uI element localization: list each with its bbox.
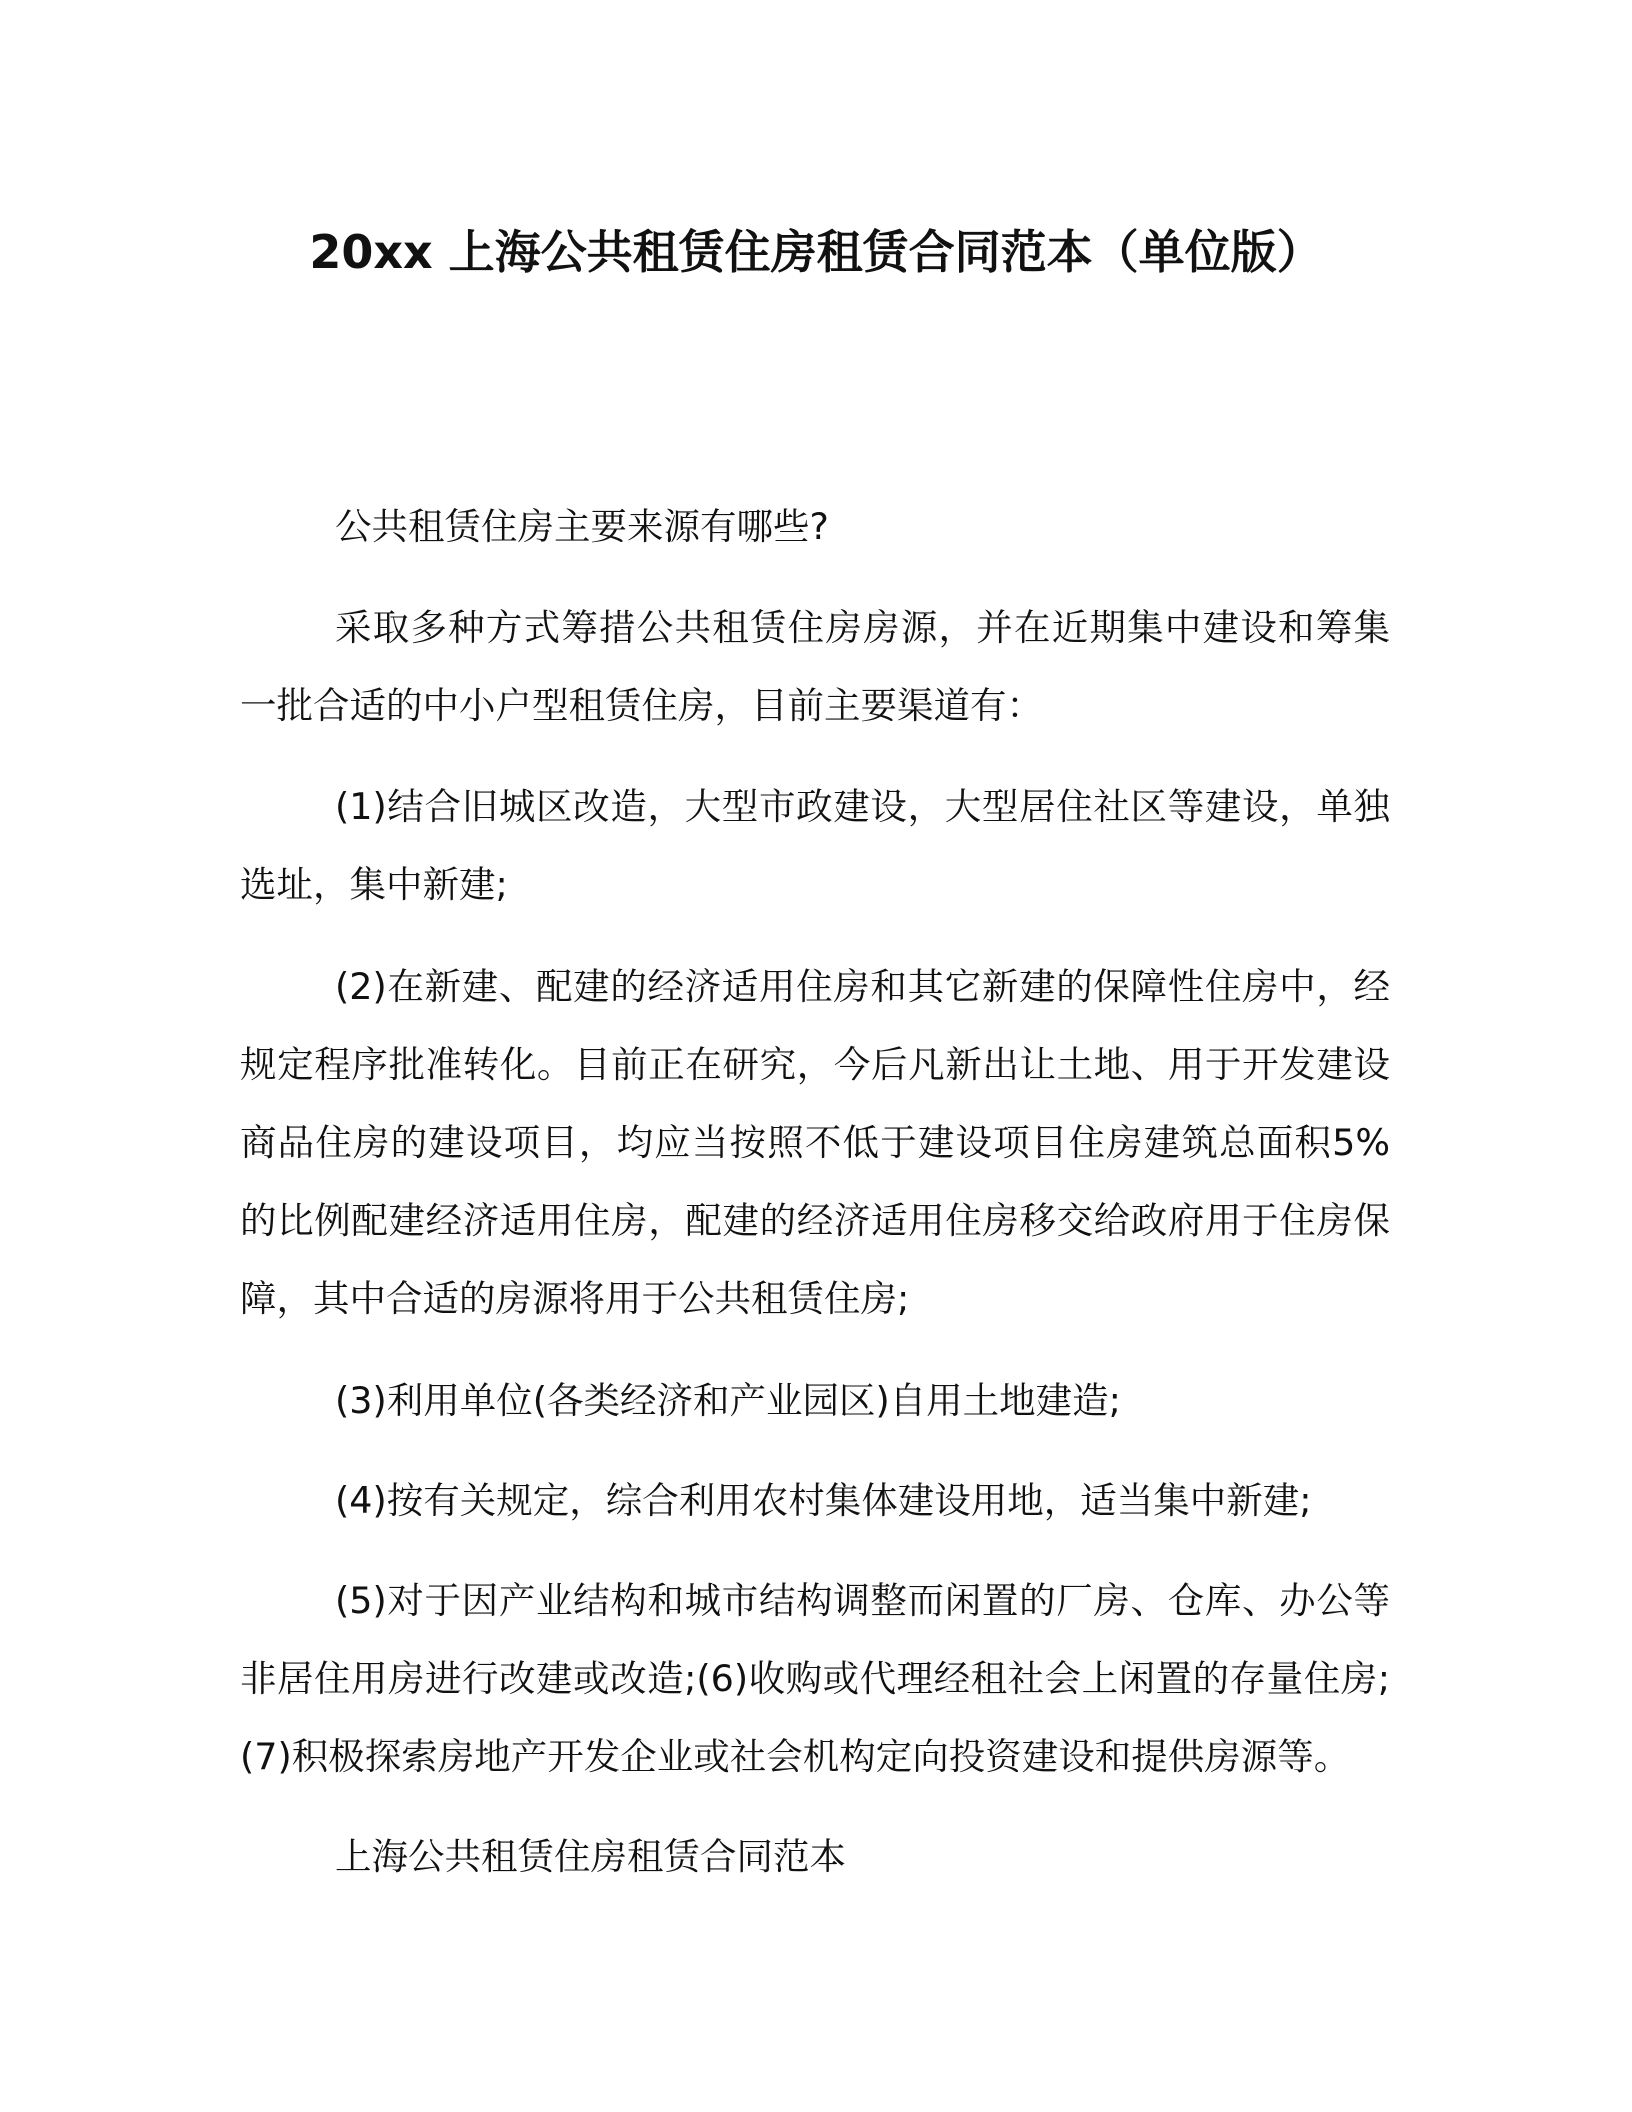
item-4-paragraph-block <box>240 1462 1390 1540</box>
closing-heading: 上海公共租赁住房租赁合同范本 <box>335 1835 846 1878</box>
item-2-paragraph: (2)在新建、配建的经济适用住房和其它新建的保障性住房中，经规定程序批准转化。目前正在研究，今后凡新出让土地、用于开发建设商品住房的建设项目，均应当按照不低于建设项目住房建筑总面积5%的比例配建经济适用住房，配建的经济适用住房移交给政府用于住房保障，其中合适的房源将用于公共租赁住房; <box>240 965 1390 1320</box>
question-paragraph-block <box>240 488 1390 566</box>
item-1-paragraph-block <box>240 768 1390 924</box>
document-title: 20xx 上海公共租赁住房租赁合同范本（单位版） <box>309 225 1323 279</box>
item-2-paragraph-block <box>240 948 1390 1338</box>
item-3-paragraph-block <box>240 1362 1390 1440</box>
item-4-paragraph: (4)按有关规定，综合利用农村集体建设用地，适当集中新建; <box>335 1479 1312 1522</box>
closing-heading-block <box>240 1818 1390 1896</box>
question-paragraph: 公共租赁住房主要来源有哪些? <box>335 505 829 548</box>
intro-paragraph: 采取多种方式筹措公共租赁住房房源，并在近期集中建设和筹集一批合适的中小户型租赁住房，目前主要渠道有： <box>240 606 1390 727</box>
item-5-7-paragraph: (5)对于因产业结构和城市结构调整而闲置的厂房、仓库、办公等非居住用房进行改建或改造;(6)收购或代理经租社会上闲置的存量住房;(7)积极探索房地产开发企业或社会机构定向投资建设和提供房源等。 <box>240 1579 1390 1778</box>
intro-paragraph-block <box>240 589 1390 745</box>
item-5-7-paragraph-block <box>240 1562 1390 1796</box>
item-1-paragraph: (1)结合旧城区改造，大型市政建设，大型居住社区等建设，单独选址，集中新建; <box>240 785 1390 906</box>
item-3-paragraph: (3)利用单位(各类经济和产业园区)自用土地建造; <box>335 1379 1121 1422</box>
